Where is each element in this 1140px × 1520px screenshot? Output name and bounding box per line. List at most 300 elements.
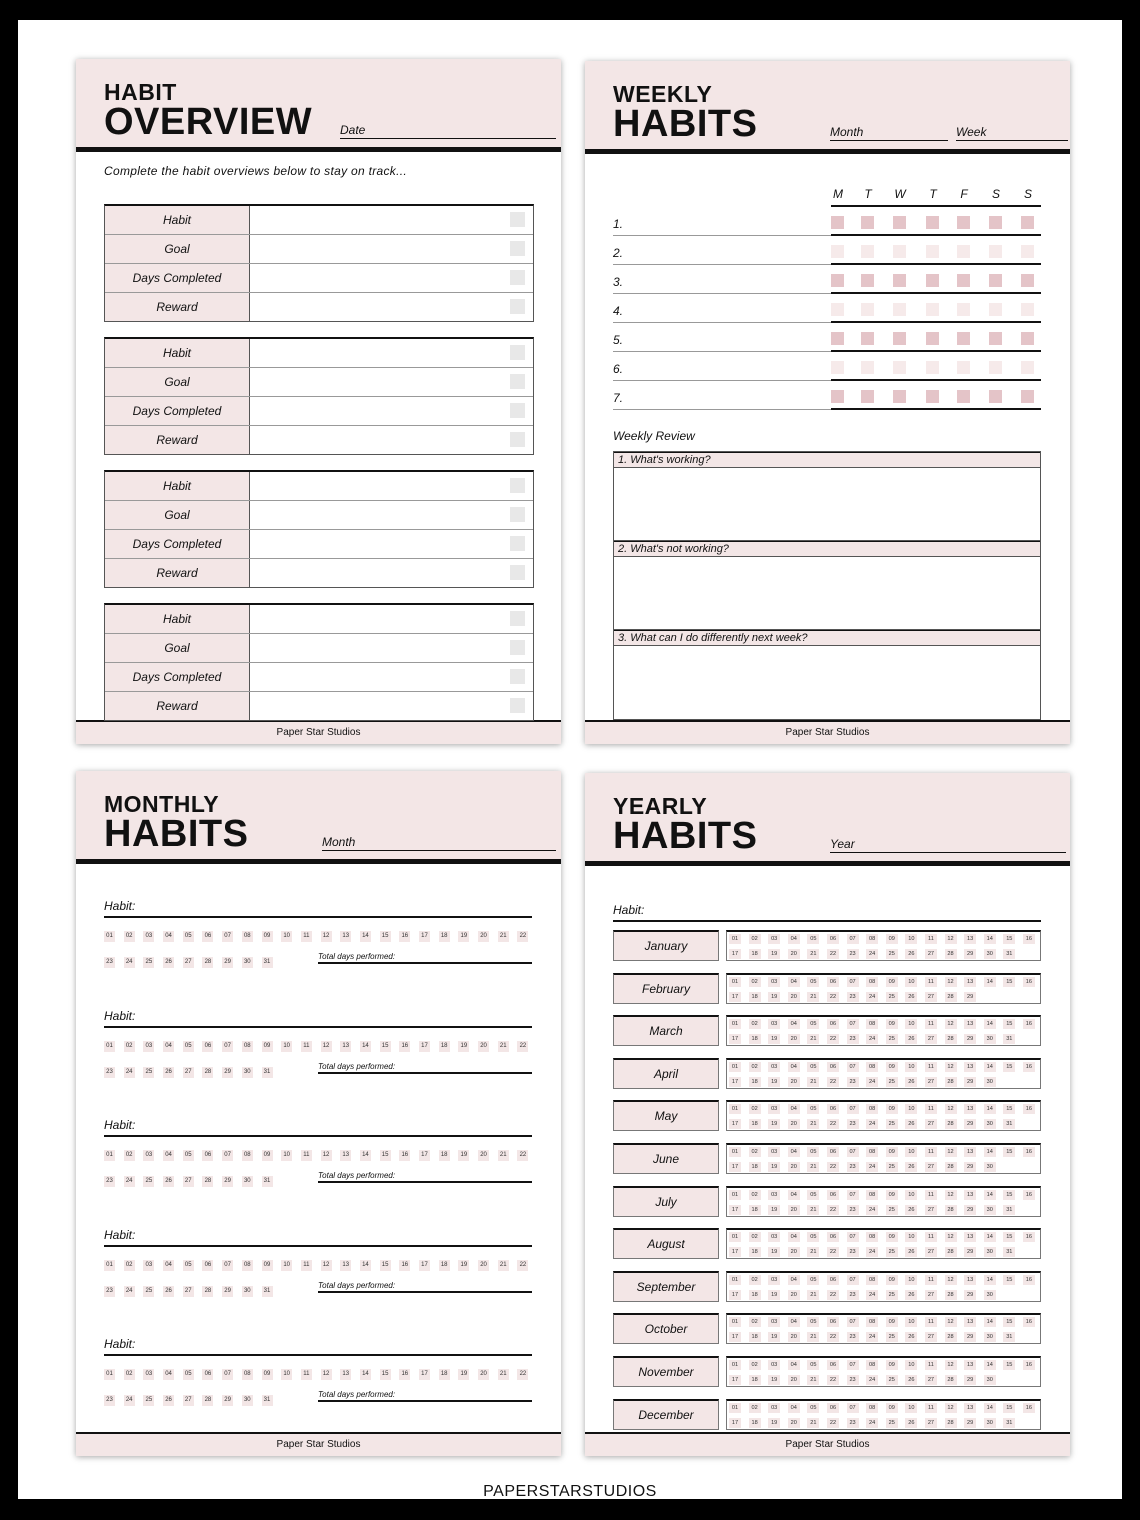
day-cell[interactable]: 06: [202, 1041, 213, 1052]
day-cell[interactable]: 29: [964, 1119, 976, 1129]
day-cell[interactable]: 19: [458, 1041, 469, 1052]
habit-line[interactable]: [613, 920, 1041, 922]
day-cell[interactable]: 06: [827, 1190, 839, 1200]
day-cell[interactable]: 19: [768, 1077, 780, 1087]
day-cell[interactable]: 15: [1003, 1147, 1015, 1157]
day-cell[interactable]: 22: [827, 1205, 839, 1215]
day-cell[interactable]: 16: [1023, 1232, 1035, 1242]
day-checkbox[interactable]: [831, 245, 844, 258]
day-cell[interactable]: 04: [788, 1019, 800, 1029]
day-cell[interactable]: 06: [827, 1104, 839, 1114]
day-cell[interactable]: 21: [807, 1375, 819, 1385]
day-cell[interactable]: 05: [807, 934, 819, 944]
day-cell[interactable]: 23: [104, 1395, 115, 1406]
day-cell[interactable]: 11: [925, 1403, 937, 1413]
day-cell[interactable]: 25: [886, 1332, 898, 1342]
day-cell[interactable]: 01: [729, 1275, 741, 1285]
checkbox[interactable]: [510, 565, 525, 580]
day-cell[interactable]: 09: [886, 1317, 898, 1327]
day-cell[interactable]: 24: [866, 1162, 878, 1172]
day-cell[interactable]: 08: [866, 1019, 878, 1029]
day-cell[interactable]: 14: [984, 1190, 996, 1200]
day-cell[interactable]: 07: [847, 977, 859, 987]
day-cell[interactable]: 31: [262, 1286, 273, 1297]
day-cell[interactable]: 23: [104, 1176, 115, 1187]
day-cell[interactable]: 03: [768, 1147, 780, 1157]
day-cell[interactable]: 21: [807, 1418, 819, 1428]
day-cell[interactable]: 02: [124, 1150, 135, 1161]
day-cell[interactable]: 05: [807, 1275, 819, 1285]
day-cell[interactable]: 08: [866, 934, 878, 944]
day-cell[interactable]: 01: [729, 1317, 741, 1327]
day-cell[interactable]: 17: [729, 1119, 741, 1129]
day-cell[interactable]: 23: [847, 1290, 859, 1300]
day-cell[interactable]: 14: [360, 931, 371, 942]
day-cell[interactable]: 30: [984, 1119, 996, 1129]
day-cell[interactable]: 25: [886, 1162, 898, 1172]
day-cell[interactable]: 09: [886, 1232, 898, 1242]
day-checkbox[interactable]: [1021, 274, 1034, 287]
day-cell[interactable]: 04: [788, 1403, 800, 1413]
day-cell[interactable]: 29: [222, 1286, 233, 1297]
day-cell[interactable]: 28: [202, 957, 213, 968]
day-checkbox[interactable]: [861, 216, 874, 229]
day-checkbox[interactable]: [957, 361, 970, 374]
day-cell[interactable]: 12: [945, 1317, 957, 1327]
day-cell[interactable]: 22: [827, 949, 839, 959]
day-cell[interactable]: 13: [964, 1019, 976, 1029]
day-cell[interactable]: 18: [439, 1260, 450, 1271]
day-cell[interactable]: 13: [340, 1041, 351, 1052]
day-cell[interactable]: 16: [1023, 977, 1035, 987]
day-checkbox[interactable]: [926, 390, 939, 403]
day-cell[interactable]: 06: [827, 1019, 839, 1029]
day-cell[interactable]: 07: [847, 1062, 859, 1072]
year-field[interactable]: Year: [830, 837, 1066, 853]
day-cell[interactable]: 13: [964, 1403, 976, 1413]
day-cell[interactable]: 28: [945, 1247, 957, 1257]
day-cell[interactable]: 14: [984, 1104, 996, 1114]
day-cell[interactable]: 29: [964, 1247, 976, 1257]
day-cell[interactable]: 18: [439, 1041, 450, 1052]
day-cell[interactable]: 13: [964, 1062, 976, 1072]
day-cell[interactable]: 30: [984, 1332, 996, 1342]
day-cell[interactable]: 14: [360, 1369, 371, 1380]
day-cell[interactable]: 16: [1023, 1403, 1035, 1413]
day-cell[interactable]: 12: [321, 1369, 332, 1380]
day-checkbox[interactable]: [831, 274, 844, 287]
day-cell[interactable]: 13: [340, 1150, 351, 1161]
day-cell[interactable]: 20: [478, 1041, 489, 1052]
day-cell[interactable]: 11: [301, 1369, 312, 1380]
day-cell[interactable]: 07: [847, 1232, 859, 1242]
day-cell[interactable]: 17: [419, 1041, 430, 1052]
day-cell[interactable]: 18: [749, 1332, 761, 1342]
day-checkbox[interactable]: [861, 361, 874, 374]
day-cell[interactable]: 08: [242, 931, 253, 942]
day-cell[interactable]: 08: [242, 1150, 253, 1161]
day-cell[interactable]: 12: [945, 1147, 957, 1157]
total-days-performed[interactable]: Total days performed:: [318, 1171, 532, 1183]
day-cell[interactable]: 17: [419, 1150, 430, 1161]
day-cell[interactable]: 18: [749, 1205, 761, 1215]
day-cell[interactable]: 31: [1003, 1205, 1015, 1215]
day-cell[interactable]: 30: [984, 1034, 996, 1044]
day-cell[interactable]: 18: [749, 1290, 761, 1300]
day-cell[interactable]: 04: [788, 1360, 800, 1370]
day-cell[interactable]: 19: [768, 1290, 780, 1300]
day-cell[interactable]: 16: [1023, 1019, 1035, 1029]
day-cell[interactable]: 10: [905, 1147, 917, 1157]
day-cell[interactable]: 14: [984, 1360, 996, 1370]
day-cell[interactable]: 28: [945, 1418, 957, 1428]
day-cell[interactable]: 13: [964, 1190, 976, 1200]
day-cell[interactable]: 06: [202, 1260, 213, 1271]
day-cell[interactable]: 20: [478, 931, 489, 942]
day-checkbox[interactable]: [926, 216, 939, 229]
day-cell[interactable]: 26: [905, 1418, 917, 1428]
day-cell[interactable]: 12: [945, 977, 957, 987]
day-cell[interactable]: 03: [768, 1104, 780, 1114]
overview-value-field[interactable]: [250, 634, 533, 662]
day-checkbox[interactable]: [957, 390, 970, 403]
day-cell[interactable]: 13: [964, 977, 976, 987]
day-cell[interactable]: 18: [439, 931, 450, 942]
day-cell[interactable]: 19: [768, 1332, 780, 1342]
day-cell[interactable]: 02: [749, 1062, 761, 1072]
day-cell[interactable]: 04: [788, 1317, 800, 1327]
day-cell[interactable]: 25: [886, 1247, 898, 1257]
day-cell[interactable]: 25: [143, 957, 154, 968]
day-cell[interactable]: 16: [399, 1041, 410, 1052]
day-cell[interactable]: 04: [788, 1232, 800, 1242]
day-cell[interactable]: 24: [866, 1034, 878, 1044]
day-cell[interactable]: 21: [498, 1041, 509, 1052]
day-cell[interactable]: 10: [281, 1150, 292, 1161]
day-cell[interactable]: 14: [984, 1403, 996, 1413]
day-checkbox[interactable]: [893, 216, 906, 229]
day-cell[interactable]: 21: [807, 1034, 819, 1044]
day-checkbox[interactable]: [989, 361, 1002, 374]
day-cell[interactable]: 24: [866, 1290, 878, 1300]
day-cell[interactable]: 04: [788, 1147, 800, 1157]
day-cell[interactable]: 31: [1003, 1119, 1015, 1129]
day-cell[interactable]: 06: [202, 931, 213, 942]
day-cell[interactable]: 20: [788, 949, 800, 959]
day-cell[interactable]: 31: [262, 1067, 273, 1078]
day-checkbox[interactable]: [861, 390, 874, 403]
day-cell[interactable]: 03: [143, 931, 154, 942]
day-cell[interactable]: 06: [827, 1360, 839, 1370]
day-cell[interactable]: 01: [104, 1041, 115, 1052]
day-cell[interactable]: 11: [301, 1260, 312, 1271]
day-cell[interactable]: 15: [380, 1260, 391, 1271]
day-cell[interactable]: 26: [905, 1247, 917, 1257]
checkbox[interactable]: [510, 536, 525, 551]
day-cell[interactable]: 07: [847, 1104, 859, 1114]
day-cell[interactable]: 20: [788, 992, 800, 1002]
day-cell[interactable]: 05: [807, 1104, 819, 1114]
day-cell[interactable]: 09: [886, 1275, 898, 1285]
day-cell[interactable]: 10: [905, 1019, 917, 1029]
day-cell[interactable]: 28: [945, 1034, 957, 1044]
day-cell[interactable]: 09: [262, 931, 273, 942]
day-cell[interactable]: 25: [886, 1034, 898, 1044]
day-cell[interactable]: 23: [847, 1375, 859, 1385]
day-cell[interactable]: 15: [1003, 1360, 1015, 1370]
day-cell[interactable]: 06: [827, 1232, 839, 1242]
day-cell[interactable]: 26: [905, 992, 917, 1002]
day-cell[interactable]: 05: [807, 1019, 819, 1029]
day-checkbox[interactable]: [893, 303, 906, 316]
overview-value-field[interactable]: [250, 692, 533, 720]
day-cell[interactable]: 26: [163, 1395, 174, 1406]
day-cell[interactable]: 28: [945, 1119, 957, 1129]
day-cell[interactable]: 18: [749, 1119, 761, 1129]
day-cell[interactable]: 15: [1003, 1019, 1015, 1029]
month-field[interactable]: Month: [322, 835, 556, 851]
day-cell[interactable]: 29: [964, 1290, 976, 1300]
day-cell[interactable]: 04: [788, 977, 800, 987]
day-cell[interactable]: 24: [124, 1176, 135, 1187]
day-cell[interactable]: 22: [827, 1247, 839, 1257]
checkbox[interactable]: [510, 432, 525, 447]
day-cell[interactable]: 04: [788, 1275, 800, 1285]
day-cell[interactable]: 23: [847, 1332, 859, 1342]
day-cell[interactable]: 25: [886, 1077, 898, 1087]
day-checkbox[interactable]: [989, 274, 1002, 287]
day-cell[interactable]: 09: [886, 1360, 898, 1370]
day-cell[interactable]: 24: [866, 992, 878, 1002]
day-cell[interactable]: 31: [1003, 1418, 1015, 1428]
day-cell[interactable]: 13: [964, 1104, 976, 1114]
day-checkbox[interactable]: [957, 332, 970, 345]
day-cell[interactable]: 31: [1003, 1332, 1015, 1342]
day-cell[interactable]: 03: [768, 1019, 780, 1029]
day-cell[interactable]: 18: [439, 1369, 450, 1380]
day-cell[interactable]: 29: [964, 949, 976, 959]
day-cell[interactable]: 09: [886, 1062, 898, 1072]
day-cell[interactable]: 14: [984, 1019, 996, 1029]
day-cell[interactable]: 10: [281, 1041, 292, 1052]
day-checkbox[interactable]: [957, 303, 970, 316]
day-cell[interactable]: 05: [807, 1317, 819, 1327]
checkbox[interactable]: [510, 640, 525, 655]
day-cell[interactable]: 31: [262, 1395, 273, 1406]
day-cell[interactable]: 02: [749, 1317, 761, 1327]
day-cell[interactable]: 14: [984, 1317, 996, 1327]
checkbox[interactable]: [510, 478, 525, 493]
day-cell[interactable]: 17: [729, 1290, 741, 1300]
day-cell[interactable]: 24: [866, 1375, 878, 1385]
day-cell[interactable]: 19: [768, 1162, 780, 1172]
day-cell[interactable]: 02: [124, 931, 135, 942]
day-cell[interactable]: 22: [827, 1077, 839, 1087]
day-cell[interactable]: 21: [807, 1247, 819, 1257]
day-cell[interactable]: 30: [242, 1067, 253, 1078]
day-cell[interactable]: 08: [866, 1360, 878, 1370]
day-cell[interactable]: 18: [439, 1150, 450, 1161]
habit-line[interactable]: [104, 1026, 532, 1028]
day-cell[interactable]: 20: [788, 1034, 800, 1044]
day-cell[interactable]: 16: [399, 1150, 410, 1161]
day-cell[interactable]: 13: [964, 934, 976, 944]
day-checkbox[interactable]: [893, 332, 906, 345]
day-cell[interactable]: 30: [242, 1286, 253, 1297]
day-cell[interactable]: 27: [183, 957, 194, 968]
day-cell[interactable]: 11: [925, 1275, 937, 1285]
day-cell[interactable]: 25: [886, 992, 898, 1002]
day-cell[interactable]: 23: [847, 1162, 859, 1172]
day-cell[interactable]: 11: [925, 1360, 937, 1370]
day-cell[interactable]: 20: [478, 1260, 489, 1271]
day-cell[interactable]: 03: [768, 934, 780, 944]
habit-line[interactable]: [104, 916, 532, 918]
day-cell[interactable]: 22: [517, 1041, 528, 1052]
day-cell[interactable]: 10: [281, 1260, 292, 1271]
day-cell[interactable]: 13: [964, 1147, 976, 1157]
day-cell[interactable]: 05: [807, 1190, 819, 1200]
day-cell[interactable]: 08: [866, 1062, 878, 1072]
day-cell[interactable]: 25: [886, 1290, 898, 1300]
day-cell[interactable]: 01: [104, 1150, 115, 1161]
day-cell[interactable]: 06: [202, 1150, 213, 1161]
day-cell[interactable]: 20: [788, 1375, 800, 1385]
day-cell[interactable]: 02: [749, 1403, 761, 1413]
day-cell[interactable]: 10: [905, 977, 917, 987]
day-cell[interactable]: 20: [788, 1247, 800, 1257]
day-cell[interactable]: 25: [886, 1418, 898, 1428]
day-cell[interactable]: 05: [183, 1041, 194, 1052]
day-cell[interactable]: 17: [729, 1034, 741, 1044]
day-cell[interactable]: 10: [905, 1104, 917, 1114]
day-cell[interactable]: 17: [729, 1418, 741, 1428]
day-cell[interactable]: 16: [1023, 1104, 1035, 1114]
day-cell[interactable]: 20: [788, 1077, 800, 1087]
day-checkbox[interactable]: [1021, 216, 1034, 229]
day-cell[interactable]: 10: [905, 1360, 917, 1370]
day-cell[interactable]: 28: [945, 1205, 957, 1215]
day-cell[interactable]: 15: [380, 931, 391, 942]
day-cell[interactable]: 23: [104, 1286, 115, 1297]
checkbox[interactable]: [510, 669, 525, 684]
day-cell[interactable]: 21: [498, 1260, 509, 1271]
day-cell[interactable]: 02: [749, 934, 761, 944]
day-cell[interactable]: 18: [749, 1375, 761, 1385]
day-cell[interactable]: 22: [827, 1034, 839, 1044]
day-cell[interactable]: 16: [399, 1260, 410, 1271]
checkbox[interactable]: [510, 698, 525, 713]
day-cell[interactable]: 07: [847, 1275, 859, 1285]
day-cell[interactable]: 19: [458, 1150, 469, 1161]
day-cell[interactable]: 06: [827, 1403, 839, 1413]
day-cell[interactable]: 15: [380, 1150, 391, 1161]
day-cell[interactable]: 09: [886, 977, 898, 987]
day-cell[interactable]: 26: [905, 1034, 917, 1044]
day-cell[interactable]: 01: [104, 931, 115, 942]
day-cell[interactable]: 16: [1023, 934, 1035, 944]
day-cell[interactable]: 05: [807, 1403, 819, 1413]
review-box[interactable]: [613, 629, 1041, 720]
day-checkbox[interactable]: [957, 245, 970, 258]
day-cell[interactable]: 17: [729, 1162, 741, 1172]
day-cell[interactable]: 23: [847, 1034, 859, 1044]
day-cell[interactable]: 19: [768, 992, 780, 1002]
day-cell[interactable]: 11: [301, 1150, 312, 1161]
day-cell[interactable]: 16: [1023, 1275, 1035, 1285]
day-cell[interactable]: 05: [183, 1369, 194, 1380]
day-cell[interactable]: 01: [729, 1104, 741, 1114]
day-cell[interactable]: 28: [945, 1290, 957, 1300]
day-cell[interactable]: 09: [886, 934, 898, 944]
day-cell[interactable]: 22: [517, 931, 528, 942]
day-checkbox[interactable]: [831, 390, 844, 403]
overview-value-field[interactable]: [250, 472, 533, 500]
day-cell[interactable]: 07: [222, 1150, 233, 1161]
day-cell[interactable]: 26: [905, 949, 917, 959]
day-cell[interactable]: 23: [847, 1247, 859, 1257]
day-cell[interactable]: 11: [925, 1317, 937, 1327]
day-cell[interactable]: 29: [964, 992, 976, 1002]
day-cell[interactable]: 12: [945, 1062, 957, 1072]
day-cell[interactable]: 11: [925, 1147, 937, 1157]
day-cell[interactable]: 08: [866, 1190, 878, 1200]
day-cell[interactable]: 27: [925, 1119, 937, 1129]
overview-value-field[interactable]: [250, 663, 533, 691]
day-cell[interactable]: 21: [807, 1290, 819, 1300]
day-cell[interactable]: 14: [984, 977, 996, 987]
day-cell[interactable]: 24: [866, 1119, 878, 1129]
day-cell[interactable]: 21: [807, 992, 819, 1002]
day-cell[interactable]: 28: [945, 1332, 957, 1342]
day-checkbox[interactable]: [1021, 303, 1034, 316]
day-checkbox[interactable]: [893, 274, 906, 287]
day-cell[interactable]: 16: [399, 1369, 410, 1380]
day-cell[interactable]: 04: [163, 1150, 174, 1161]
day-cell[interactable]: 07: [847, 1019, 859, 1029]
day-cell[interactable]: 18: [749, 1418, 761, 1428]
day-cell[interactable]: 01: [729, 1019, 741, 1029]
day-cell[interactable]: 24: [866, 1247, 878, 1257]
day-cell[interactable]: 25: [886, 1375, 898, 1385]
day-cell[interactable]: 25: [886, 1119, 898, 1129]
day-cell[interactable]: 04: [788, 1104, 800, 1114]
day-cell[interactable]: 08: [242, 1369, 253, 1380]
day-cell[interactable]: 05: [807, 1232, 819, 1242]
day-cell[interactable]: 04: [163, 931, 174, 942]
day-cell[interactable]: 27: [183, 1067, 194, 1078]
day-cell[interactable]: 27: [183, 1176, 194, 1187]
day-cell[interactable]: 09: [262, 1369, 273, 1380]
day-cell[interactable]: 29: [964, 1162, 976, 1172]
overview-value-field[interactable]: [250, 206, 533, 234]
day-cell[interactable]: 27: [925, 1247, 937, 1257]
day-cell[interactable]: 18: [749, 1034, 761, 1044]
day-cell[interactable]: 04: [163, 1369, 174, 1380]
total-days-performed[interactable]: Total days performed:: [318, 1390, 532, 1402]
day-cell[interactable]: 05: [183, 931, 194, 942]
day-cell[interactable]: 24: [866, 1332, 878, 1342]
day-cell[interactable]: 29: [964, 1375, 976, 1385]
day-cell[interactable]: 06: [827, 934, 839, 944]
day-cell[interactable]: 30: [984, 1375, 996, 1385]
day-cell[interactable]: 13: [340, 931, 351, 942]
day-cell[interactable]: 13: [964, 1232, 976, 1242]
day-cell[interactable]: 03: [768, 1275, 780, 1285]
day-cell[interactable]: 15: [1003, 1403, 1015, 1413]
day-cell[interactable]: 14: [360, 1260, 371, 1271]
day-cell[interactable]: 06: [202, 1369, 213, 1380]
